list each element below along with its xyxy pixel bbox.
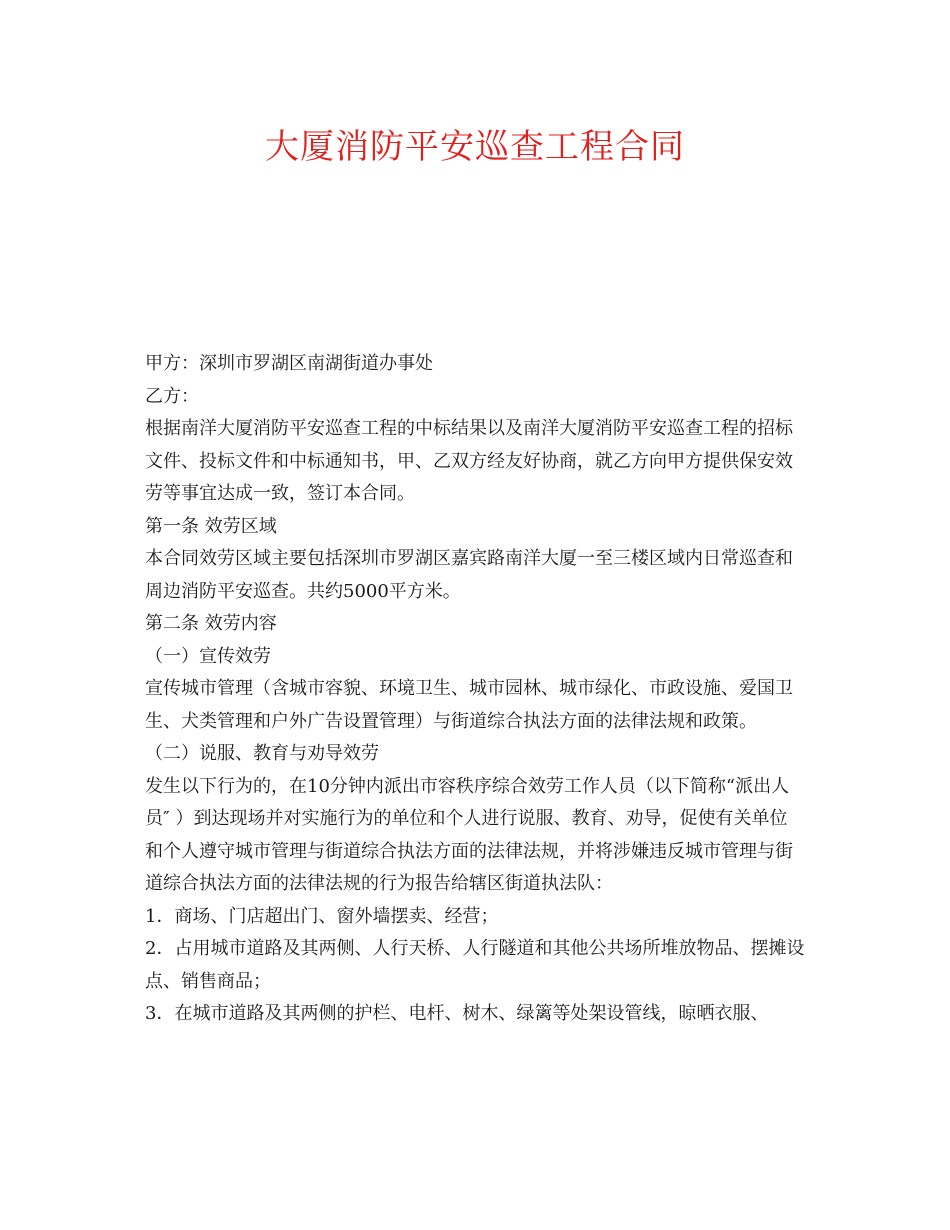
list-item-1: 1．商场、门店超出门、窗外墙摆卖、经营； xyxy=(145,905,499,927)
preamble-paragraph: 根据南洋大厦消防平安巡查工程的中标结果以及南洋大厦消防平安巡查工程的招标文件、投标文件和中标通知书，甲、乙双方经友好协商，就乙方向甲方提供保安效劳等事宜达成一致，签订本合同。 xyxy=(145,418,793,504)
section-2-heading: （二）说服、教育与劝导效劳 xyxy=(145,743,379,764)
list-item-3: 3．在城市道路及其两侧的护栏、电杆、树木、绿篱等处架设管线，晾晒衣服、 xyxy=(145,1003,769,1024)
article-1-paragraph: 本合同效劳区域主要包括深圳市罗湖区嘉宾路南洋大厦一至三楼区域内日常巡查和周边消防平安巡查。共约5000平方米。 xyxy=(145,548,793,602)
section-1-heading: （一）宣传效劳 xyxy=(145,645,271,667)
party-b: 乙方： xyxy=(145,385,199,407)
section-1-paragraph: 宣传城市管理（含城市容貌、环境卫生、城市园林、城市绿化、市政设施、爱国卫生、犬类管理和户外广告设置管理）与街道综合执法方面的法律法规和政策。 xyxy=(145,678,793,732)
article-2-heading: 第二条 效劳内容 xyxy=(145,613,277,634)
article-1-heading: 第一条 效劳区域 xyxy=(145,515,277,537)
document-title: 大厦消防平安巡查工程合同 xyxy=(265,127,685,167)
section-2-paragraph: 发生以下行为的，在10分钟内派出市容秩序综合效劳工作人员（以下简称“派出人员″ ）到达现场并对实施行为的单位和个人进行说服、教育、劝导，促使有关单位和个人遵守城市管理与街道综合执法方面的法律法规，并将涉嫌违反城市管理与街道综合执法方面的法律法规的行为报告给辖区街道执法队： xyxy=(145,775,793,894)
document-body xyxy=(145,348,805,1031)
list-item-2: 2．占用城市道路及其两侧、人行天桥、人行隧道和其他公共场所堆放物品、摆摊设点、销售商品； xyxy=(145,938,805,992)
party-a: 甲方：深圳市罗湖区南湖街道办事处 xyxy=(145,353,433,374)
